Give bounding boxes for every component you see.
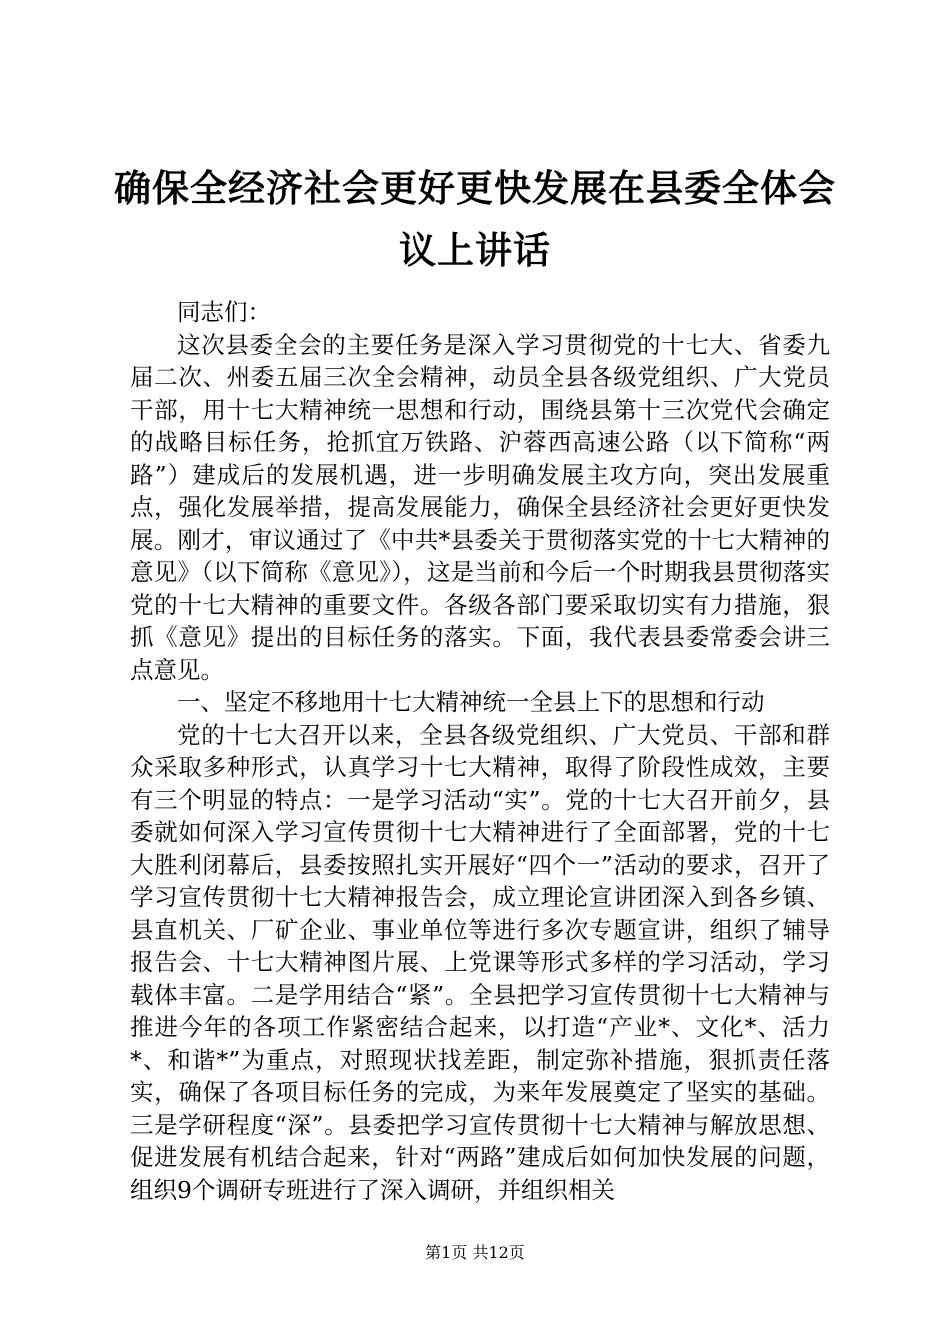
section-heading: 一、坚定不移地用十七大精神统一全县上下的思想和行动	[177, 688, 765, 716]
intro-paragraph: 这次县委全会的主要任务是深入学习贯彻党的十七大、省委九届二次、州委五届三次全会精神，动员全县各级党组织、广大党员干部，用十七大精神统一思想和行动，围绕县第十三次党代会确定的战略目标任务，抢抓宜万铁路、沪蓉西高速公路（以下简称“两路”）建成后的发展机遇，进一步明确发展主攻方向，突出发展重点，强化发展举措，提高发展能力，确保全县经济社会更好更快发展。刚才，审议通过了《中共*县委关于贯彻落实党的十七大精神的意见》（以下简称《意见》），这是当前和今后一个时期我县贯彻落实党的十七大精神的重要文件。各级各部门要采取切实有力措施，狠抓《意见》提出的目标任务的落实。下面，我代表县委常委会讲三点意见。	[130, 330, 830, 684]
body-paragraph: 党的十七大召开以来，全县各级党组织、广大党员、干部和群众采取多种形式，认真学习十七大精神，取得了阶段性成效，主要有三个明显的特点：一是学习活动“实”。党的十七大召开前夕，县委就如何深入学习宣传贯彻十七大精神进行了全面部署，党的十七大胜利闭幕后，县委按照扎实开展好“四个一”活动的要求，召开了学习宣传贯彻十七大精神报告会，成立理论宣讲团深入到各乡镇、县直机关、厂矿企业、事业单位等进行多次专题宣讲，组织了辅导报告会、十七大精神图片展、上党课等形式多样的学习活动，学习载体丰富。二是学用结合“紧”。全县把学习宣传贯彻十七大精神与推进今年的各项工作紧密结合起来，以打造“产业*、文化*、活力*、和谐*”为重点，对照现状找差距，制定弥补措施，狠抓责任落实，确保了各项目标任务的完成，为来年发展奠定了坚实的基础。三是学研程度“深”。县委把学习宣传贯彻十七大精神与解放思想、促进发展有机结合起来，针对“两路”建成后如何加快发展的问题，组织9个调研专班进行了深入调研，并组织相关	[130, 720, 830, 1204]
document-body	[130, 296, 830, 1206]
page-number-footer: 第1页 共12页	[425, 1243, 525, 1262]
document-title: 确保全经济社会更好更快发展在县委全体会议上讲话	[114, 167, 836, 272]
salutation-paragraph: 同志们：	[177, 298, 271, 326]
